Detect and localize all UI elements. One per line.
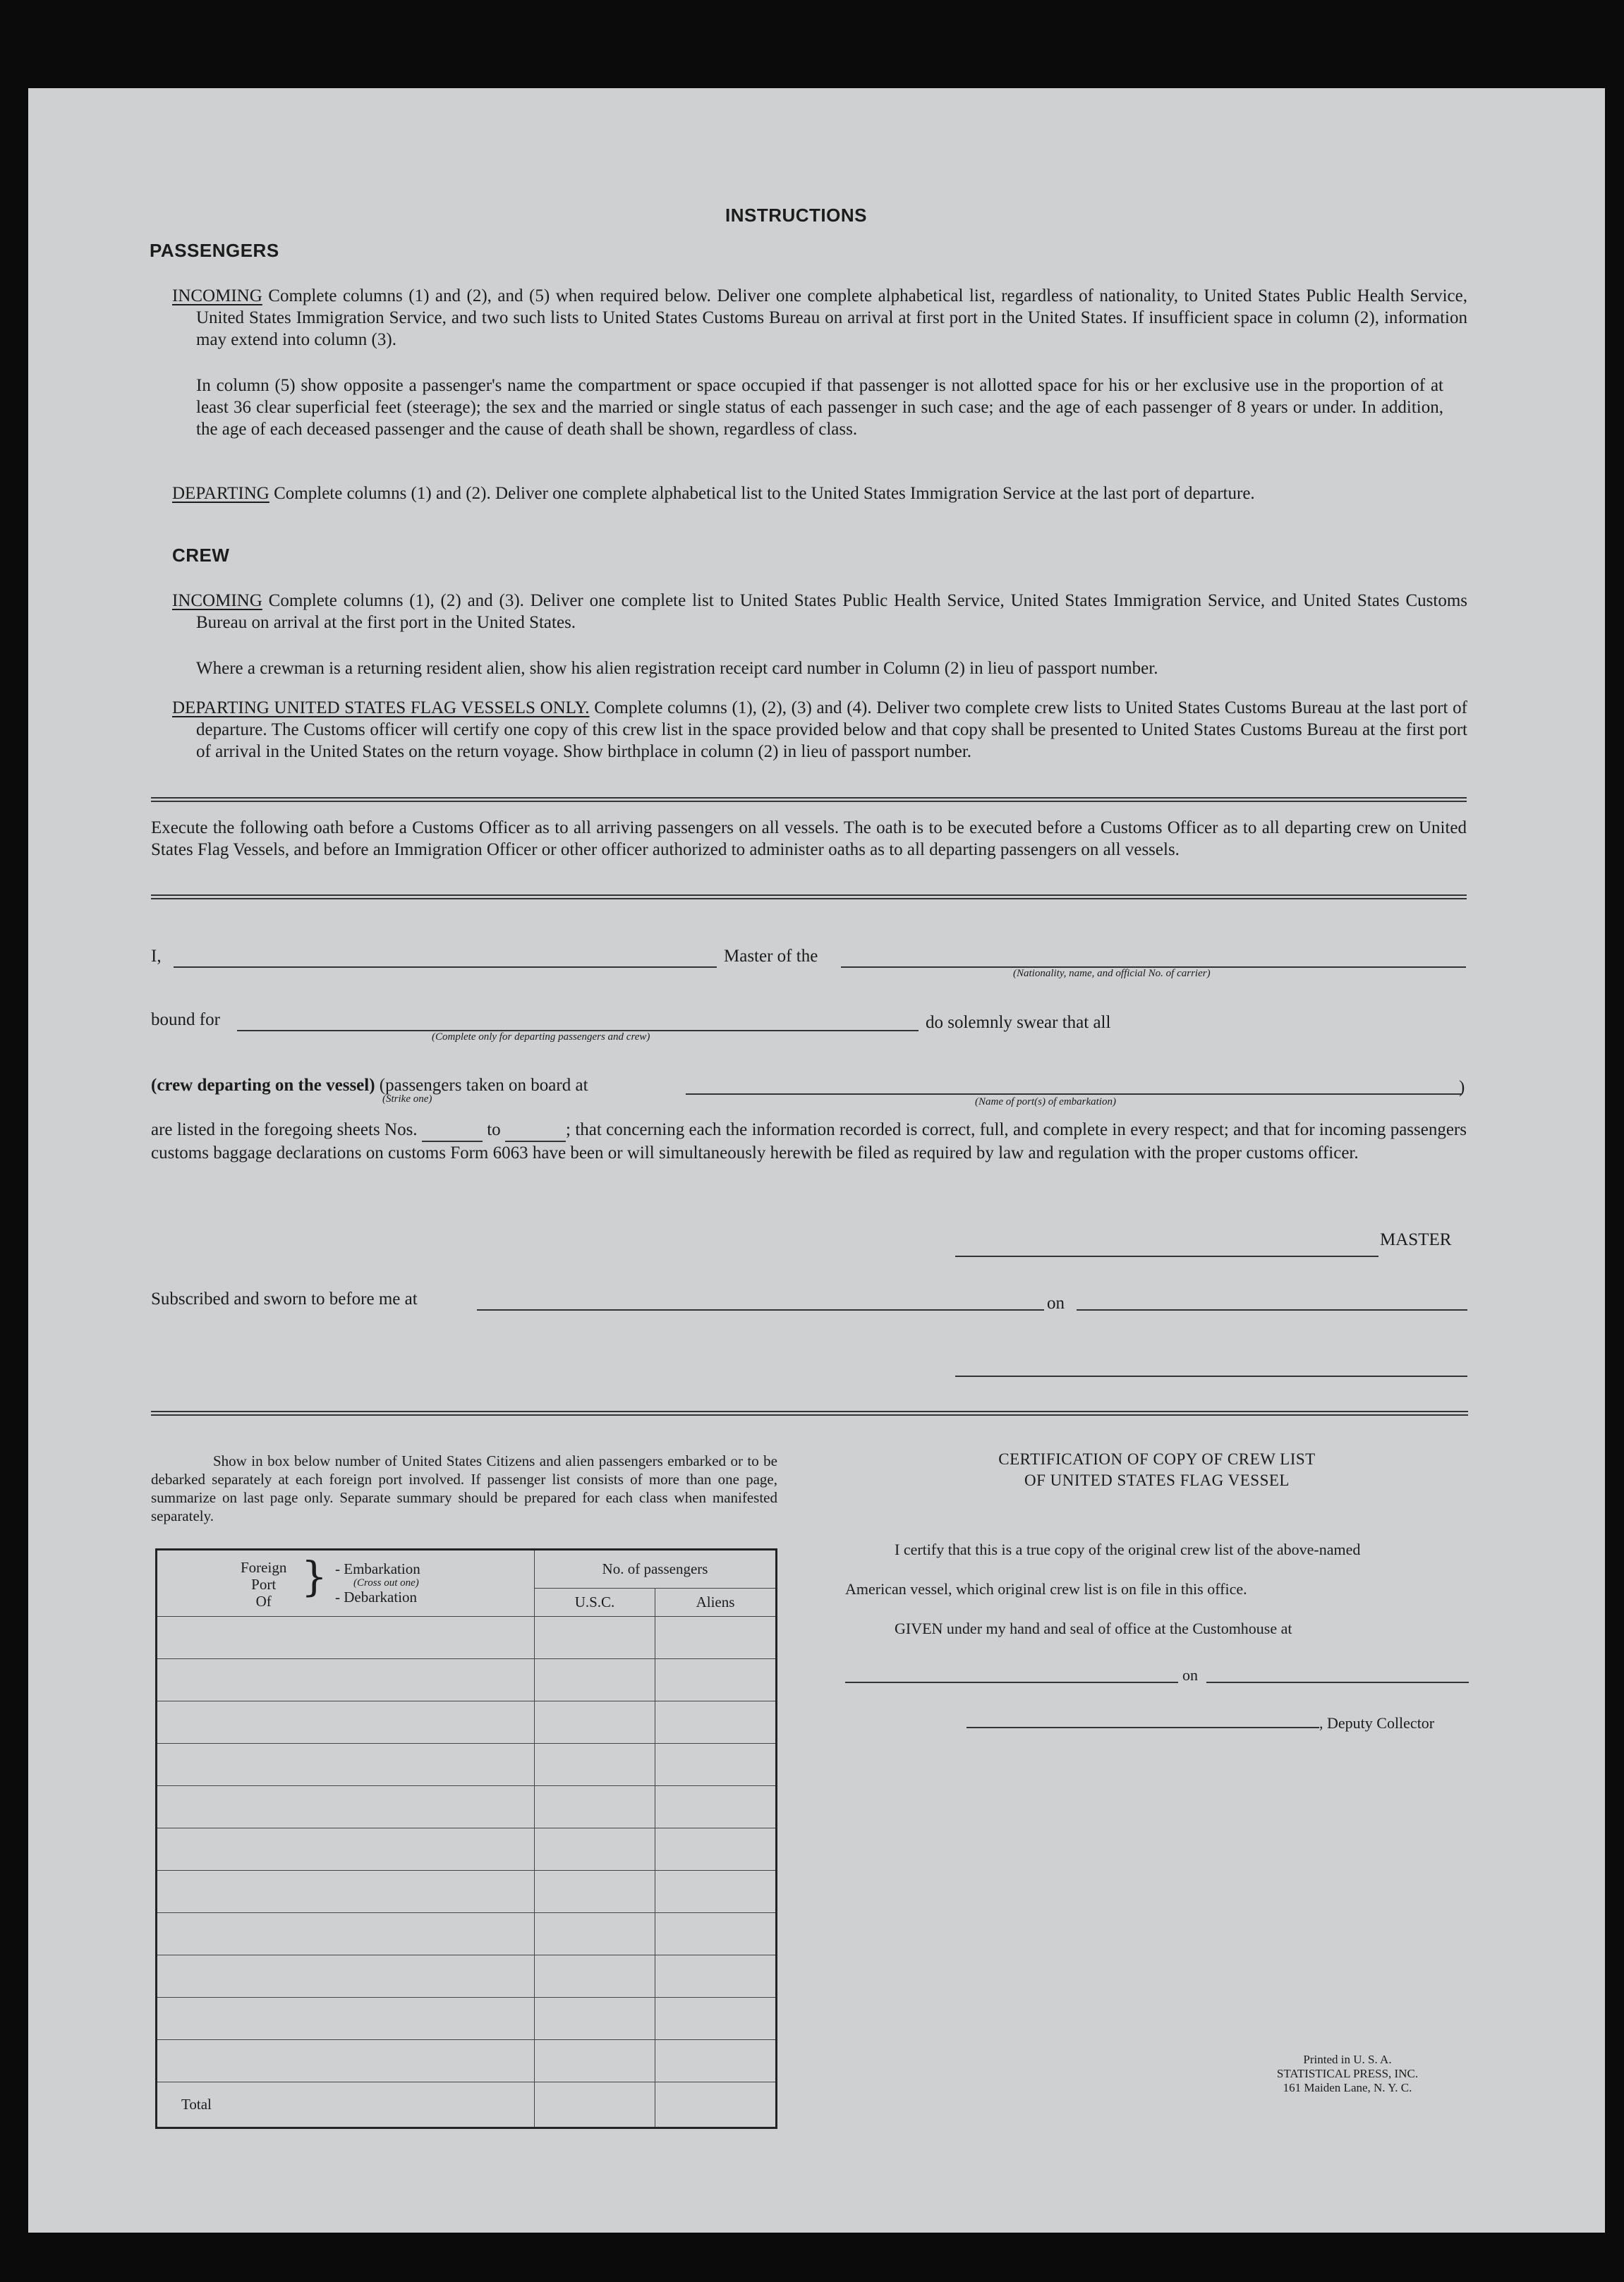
port-of-embarkation-field[interactable] bbox=[686, 1093, 1462, 1095]
departing-label: DEPARTING bbox=[172, 484, 269, 503]
crew-departing-option[interactable]: (crew departing on the vessel) (passengers taken on board at bbox=[151, 1076, 588, 1095]
aliens-cell[interactable] bbox=[655, 1617, 777, 1659]
port-cell[interactable] bbox=[157, 2040, 535, 2082]
usc-cell[interactable] bbox=[535, 1786, 655, 1828]
port-cell[interactable] bbox=[157, 1744, 535, 1786]
usc-cell[interactable] bbox=[535, 2040, 655, 2082]
aliens-cell[interactable] bbox=[655, 1871, 777, 1913]
usc-cell[interactable] bbox=[535, 1701, 655, 1744]
crewman-instruction: Where a crewman is a returning resident alien, show his alien registration receipt card number in Column (2) in lieu of passport number. bbox=[196, 659, 1158, 678]
aliens-total-cell[interactable] bbox=[655, 2082, 777, 2128]
aliens-cell[interactable] bbox=[655, 1955, 777, 1998]
port-cell[interactable] bbox=[157, 1617, 535, 1659]
port-cell[interactable] bbox=[157, 1998, 535, 2040]
i-label: I, bbox=[151, 947, 162, 966]
nationality-caption: (Nationality, name, and official No. of carrier) bbox=[1013, 968, 1211, 979]
subscribed-label: Subscribed and sworn to before me at bbox=[151, 1289, 418, 1309]
passengers-incoming-instruction: INCOMING Complete columns (1) and (2), and (5) when required below. Deliver one complete alphabetical list, regardless of nationality, to United States Public Health Service, United States Immigration Service, and two such lists to United States Customs Bureau on arrival at first port in the United States. If insufficient space in column (2), information may extend into column (3). bbox=[172, 286, 1467, 349]
port-cell[interactable] bbox=[157, 1871, 535, 1913]
summary-intro: Show in box below number of United States Citizens and alien passengers embarked or to be debarked separately at each foreign port involved. If passenger list consists of more than one page, summarize on last page only. Separate summary should be prepared for each class when manifested separately. bbox=[151, 1452, 777, 1524]
oath-intro: Execute the following oath before a Customs Officer as to all arriving passengers on all vessels. The oath is to be executed before a Customs Officer as to all departing crew on United States Flag Vessels, and before an Immigration Officer or other officer authorized to administer oaths as to all departing passengers on all vessels. bbox=[151, 818, 1467, 859]
usc-cell[interactable] bbox=[535, 1913, 655, 1955]
aliens-cell[interactable] bbox=[655, 1828, 777, 1871]
swear-text: do solemnly swear that all bbox=[926, 1013, 1111, 1032]
subscribed-place-field[interactable] bbox=[477, 1309, 1044, 1311]
port-cell[interactable] bbox=[157, 1659, 535, 1701]
column5-instruction: In column (5) show opposite a passenger's name the compartment or space occupied if that passenger is not allotted space for his or her exclusive use in the proportion of at least 36 clear superficial feet (steerage); the sex and the married or single status of each passenger in such case; and the age of each passenger of 8 years or under. In addition, the age of each deceased passenger and the cause of death shall be shown, regardless of class. bbox=[196, 376, 1443, 439]
usc-cell[interactable] bbox=[535, 1744, 655, 1786]
officer-signature-field[interactable] bbox=[955, 1376, 1467, 1377]
crew-departing-instruction: DEPARTING UNITED STATES FLAG VESSELS ONLY. Complete columns (1), (2), (3) and (4). Deliver two complete crew lists to United States Customs Bureau at the last port of departure. The Customs officer will certify one copy of this crew list in the space provided below and that copy shall be presented to United States Customs Bureau at the first port of arrival in the United States on the return voyage. Show birthplace in column (2) in lieu of passport number. bbox=[172, 698, 1467, 761]
crew-incoming-label: INCOMING bbox=[172, 591, 262, 610]
crew-heading: CREW bbox=[172, 545, 230, 566]
total-label: Total bbox=[157, 2082, 535, 2128]
aliens-cell[interactable] bbox=[655, 1913, 777, 1955]
ports-caption: (Name of port(s) of embarkation) bbox=[975, 1096, 1116, 1107]
incoming-label: INCOMING bbox=[172, 286, 262, 305]
port-cell[interactable] bbox=[157, 1913, 535, 1955]
printer-imprint: Printed in U. S. A. STATISTICAL PRESS, INC. 161 Maiden Lane, N. Y. C. bbox=[1276, 2053, 1419, 2094]
strike-one-caption: (Strike one) bbox=[382, 1093, 432, 1105]
deputy-collector-signature-field[interactable] bbox=[966, 1727, 1319, 1728]
aliens-cell[interactable] bbox=[655, 1744, 777, 1786]
aliens-cell[interactable] bbox=[655, 1701, 777, 1744]
cert-date-field[interactable] bbox=[1206, 1682, 1469, 1683]
usc-cell[interactable] bbox=[535, 1828, 655, 1871]
passengers-departing-instruction: DEPARTING Complete columns (1) and (2). Deliver one complete alphabetical list to the United States Immigration Service at the last port of departure. bbox=[172, 484, 1255, 503]
usc-header: U.S.C. bbox=[535, 1589, 655, 1617]
usc-cell[interactable] bbox=[535, 1659, 655, 1701]
port-cell[interactable] bbox=[157, 1955, 535, 1998]
complete-only-caption: (Complete only for departing passengers and crew) bbox=[432, 1031, 650, 1043]
deputy-collector-label: , Deputy Collector bbox=[1319, 1714, 1435, 1732]
certification-title: CERTIFICATION OF COPY OF CREW LIST OF UNITED STATES FLAG VESSEL bbox=[998, 1450, 1316, 1489]
on-label: on bbox=[1047, 1294, 1065, 1313]
double-rule bbox=[151, 797, 1467, 802]
given-text: GIVEN under my hand and seal of office at the Customhouse at bbox=[895, 1620, 1292, 1637]
master-label: MASTER bbox=[1380, 1230, 1452, 1249]
oath-paragraph: are listed in the foregoing sheets Nos. to ; that concerning each the information recorded is correct, full, and complete in every respect; and that for incoming passengers customs baggage declarations on customs Form 6063 have been or will simultaneously herewith be filed as required by law and regulation with the proper customs officer. bbox=[151, 1120, 1467, 1163]
certify-text-1: I certify that this is a true copy of the original crew list of the above-named bbox=[895, 1541, 1361, 1558]
subscribed-date-field[interactable] bbox=[1077, 1309, 1467, 1311]
foreign-port-header: Foreign Port Of } - Embarkation (Cross out one) - Debarkation bbox=[157, 1550, 535, 1617]
usc-cell[interactable] bbox=[535, 1617, 655, 1659]
no-of-passengers-header: No. of passengers bbox=[535, 1550, 777, 1589]
usc-cell[interactable] bbox=[535, 1871, 655, 1913]
aliens-cell[interactable] bbox=[655, 1998, 777, 2040]
aliens-cell[interactable] bbox=[655, 1659, 777, 1701]
bound-for-label: bound for bbox=[151, 1010, 220, 1029]
port-cell[interactable] bbox=[157, 1786, 535, 1828]
aliens-cell[interactable] bbox=[655, 1786, 777, 1828]
certify-text-2: American vessel, which original crew list is on file in this office. bbox=[845, 1580, 1247, 1598]
master-of-the-label: Master of the bbox=[724, 947, 818, 966]
passenger-summary-table bbox=[155, 1548, 777, 2129]
customhouse-place-field[interactable] bbox=[845, 1682, 1178, 1683]
instructions-title: INSTRUCTIONS bbox=[725, 205, 867, 226]
usc-cell[interactable] bbox=[535, 1955, 655, 1998]
double-rule bbox=[151, 1411, 1468, 1416]
sheet-from-field[interactable] bbox=[422, 1119, 483, 1142]
sheet-to-field[interactable] bbox=[505, 1119, 566, 1142]
aliens-header: Aliens bbox=[655, 1589, 777, 1617]
passengers-heading: PASSENGERS bbox=[150, 240, 279, 261]
departing-us-flag-label: DEPARTING UNITED STATES FLAG VESSELS ONLY. bbox=[172, 698, 590, 717]
cert-on-label: on bbox=[1182, 1666, 1198, 1684]
master-name-field[interactable] bbox=[174, 966, 717, 968]
close-paren: ) bbox=[1459, 1078, 1465, 1097]
aliens-cell[interactable] bbox=[655, 2040, 777, 2082]
port-cell[interactable] bbox=[157, 1828, 535, 1871]
master-signature-field[interactable] bbox=[955, 1256, 1378, 1257]
crew-incoming-instruction: INCOMING Complete columns (1), (2) and (3). Deliver one complete list to United States Public Health Service, United States Immigration Service, and United States Customs Bureau on arrival at the first port in the United States. bbox=[172, 591, 1467, 632]
usc-cell[interactable] bbox=[535, 1998, 655, 2040]
usc-total-cell[interactable] bbox=[535, 2082, 655, 2128]
port-cell[interactable] bbox=[157, 1701, 535, 1744]
double-rule bbox=[151, 894, 1467, 899]
brace-icon: } bbox=[301, 1553, 327, 1601]
